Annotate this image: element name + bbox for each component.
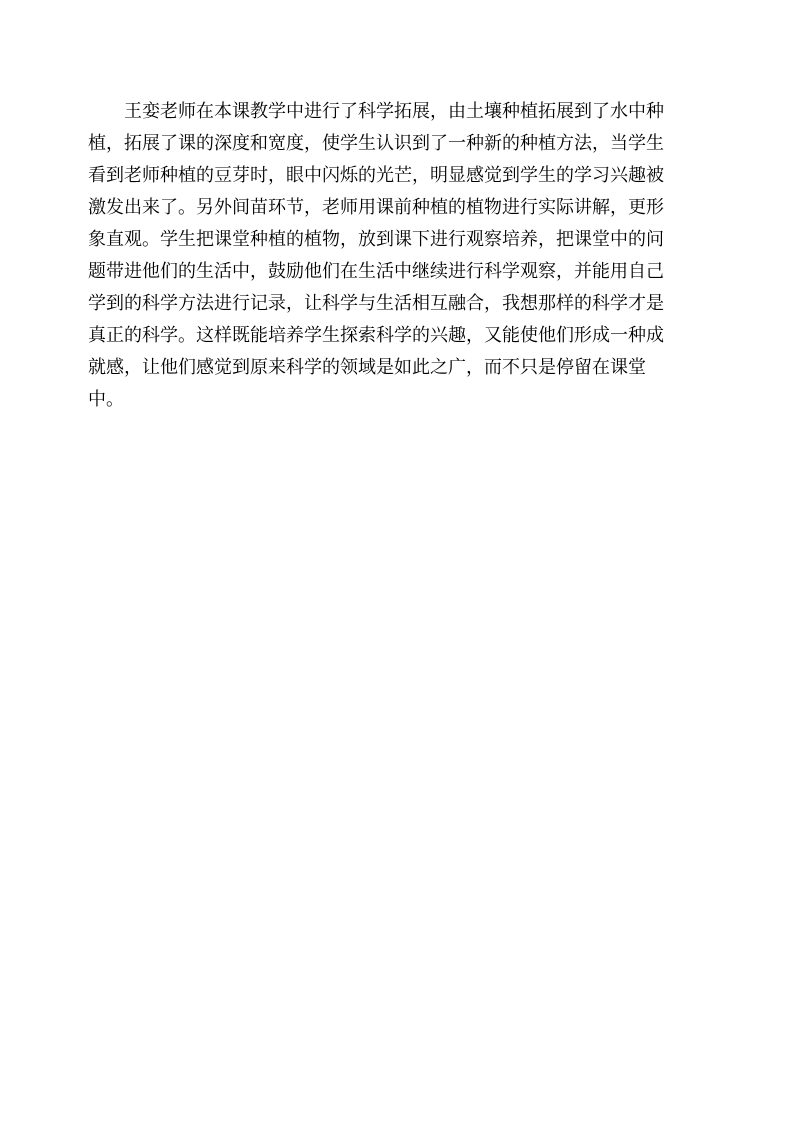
- paragraph-line-4: 激发出来了。另外间苗环节，老师用课前种植的植物进行实际讲解，更形: [88, 197, 664, 218]
- paragraph-line-6: 题带进他们的生活中，鼓励他们在生活中继续进行科学观察，并能用自己: [88, 261, 664, 282]
- paragraph-line-8: 真正的科学。这样既能培养学生探索科学的兴趣，又能使他们形成一种成: [88, 325, 664, 346]
- paragraph-line-2: 植，拓展了课的深度和宽度，使学生认识到了一种新的种植方法，当学生: [88, 133, 664, 154]
- paragraph-line-10: 中。: [88, 389, 124, 410]
- paragraph-line-1: 王娈老师在本课教学中进行了科学拓展，由土壤种植拓展到了水中种: [88, 101, 664, 122]
- body-paragraph: [88, 96, 688, 416]
- paragraph-line-7: 学到的科学方法进行记录，让科学与生活相互融合，我想那样的科学才是: [88, 293, 664, 314]
- paragraph-line-9: 就感，让他们感觉到原来科学的领域是如此之广，而不只是停留在课堂: [88, 357, 646, 378]
- paragraph-line-5: 象直观。学生把课堂种植的植物，放到课下进行观察培养，把课堂中的问: [88, 229, 664, 250]
- paragraph-line-3: 看到老师种植的豆芽时，眼中闪烁的光芒，明显感觉到学生的学习兴趣被: [88, 165, 664, 186]
